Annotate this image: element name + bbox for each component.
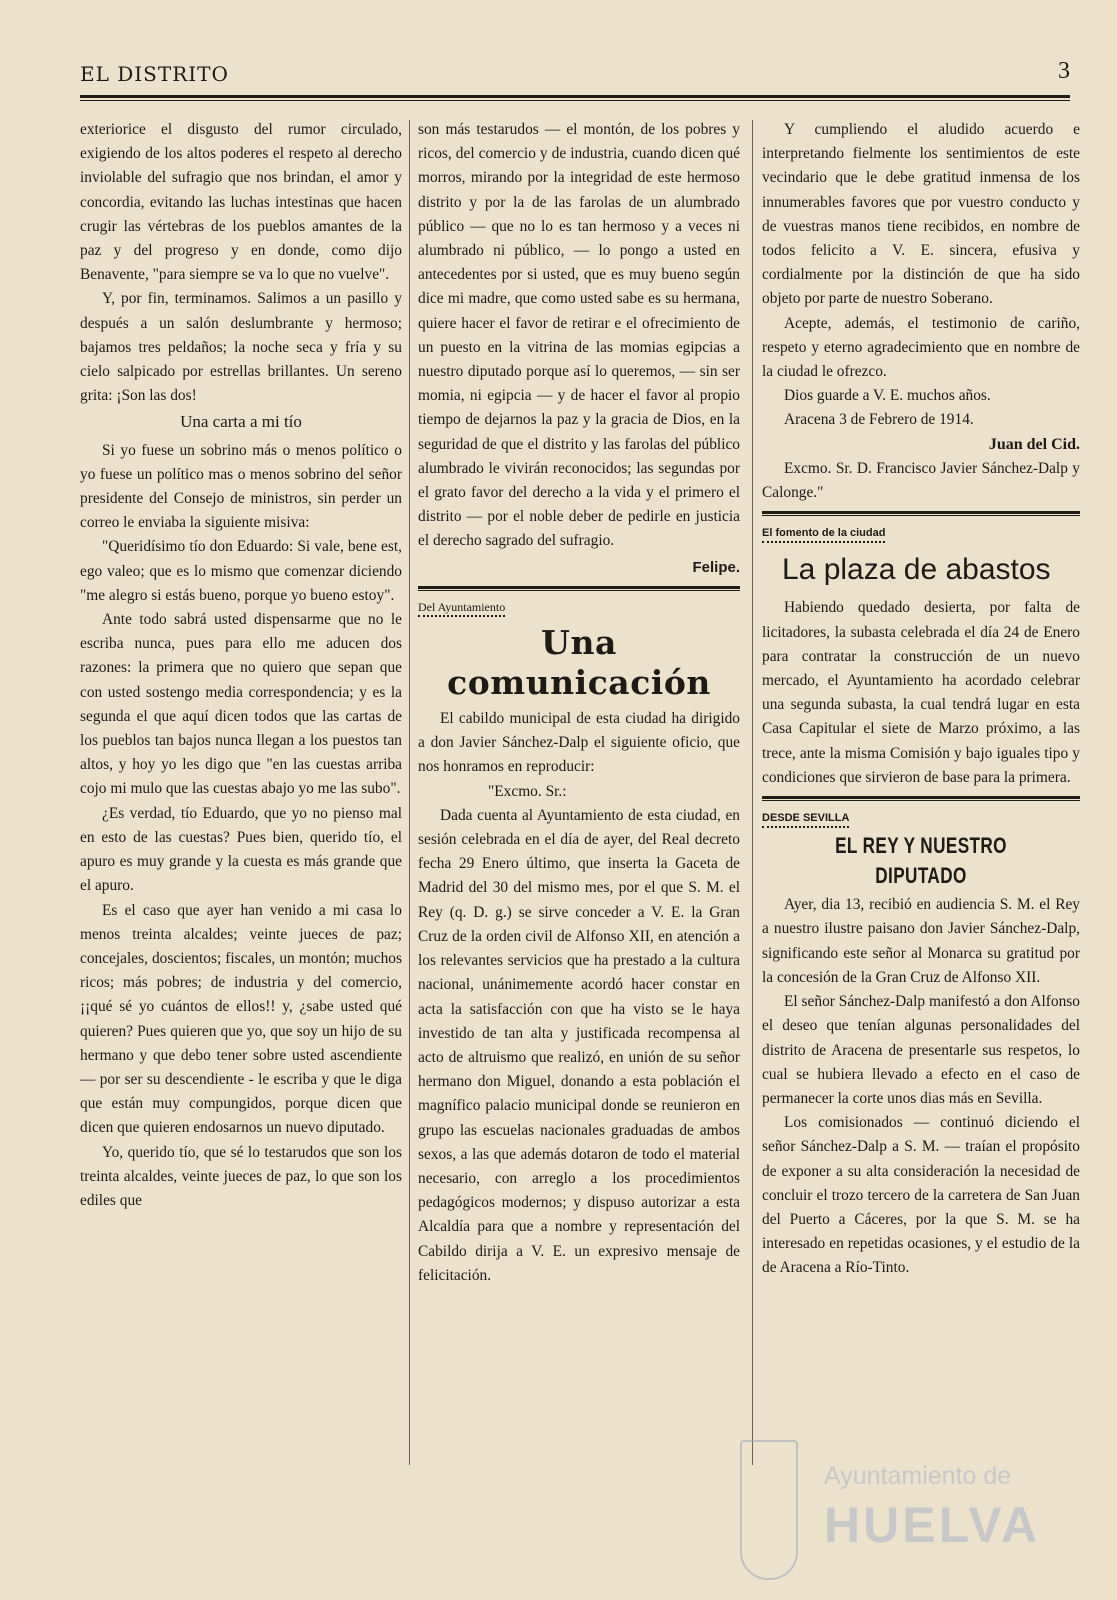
section-rule-thin <box>762 800 1080 801</box>
paragraph: Ayer, dia 13, recibió en audiencia S. M. el Rey a nuestro ilustre paisano don Javier Sánchez-Dalp, significando este señor al Monarca su gratitud por la concesión de la Gran Cruz de Alfonso XII. <box>762 896 1080 986</box>
header-rule <box>80 95 1070 98</box>
masthead: EL DISTRITO <box>80 62 229 86</box>
paragraph: Y, por fin, terminamos. Salimos a un pasillo y después a un salón deslumbrante y hermoso; bajamos tres peldaños; la noche seca y fría y su cielo salpicado por estrellas brillantes. Un sereno grita: ¡Son las dos! <box>80 290 402 405</box>
paragraph: Dios guarde a V. E. muchos años. <box>784 387 991 405</box>
paragraph: "Queridísimo tío don Eduardo: Si vale, bene est, ego valeo; que es lo mismo que comenzar diciendo "me alegro si estás bueno, porque yo bueno estoy". <box>80 538 402 604</box>
paragraph: exteriorice el disgusto del rumor circulado, exigiendo de los altos poderes el respeto al derecho inviolable del sufragio que nos brindan, el amor y concordia, evitando las luchas intestinas que hacen crugir las vértebras de los pueblos amantes de la paz y del progreso y en donde, como dijo Benavente, "para siempre se va lo que no vuelve". <box>80 121 402 284</box>
column-2 <box>418 118 740 1288</box>
paragraph: El cabildo municipal de esta ciudad ha dirigido a don Javier Sánchez-Dalp el siguiente oficio, que nos honramos en reproducir: <box>418 710 740 776</box>
paragraph: Excmo. Sr. D. Francisco Javier Sánchez-Dalp y Calonge." <box>762 459 1080 502</box>
page-number: 3 <box>1058 58 1070 84</box>
section-kicker: El fomento de la ciudad <box>762 526 885 543</box>
paragraph: Si yo fuese un sobrino más o menos político o yo fuese un político mas o menos sobrino del señor presidente del Consejo de ministros, sin perder un correo le enviaba la siguiente misiva: <box>80 441 402 532</box>
section-rule-thin <box>418 590 740 591</box>
column-divider <box>409 120 410 1465</box>
archive-watermark <box>740 1440 1080 1580</box>
section-rule-thin <box>762 515 1080 516</box>
shield-icon <box>740 1440 798 1580</box>
subheading-carta: Una carta a mi tío <box>180 412 302 432</box>
section-rule <box>762 796 1080 799</box>
paragraph: "Excmo. Sr.: <box>488 782 567 800</box>
headline-comunicacion: Una comunicación <box>447 623 711 703</box>
column-1 <box>80 118 402 1213</box>
section-rule <box>418 586 740 589</box>
page-header <box>80 58 1070 92</box>
watermark-line-1: Ayuntamiento de <box>824 1462 1012 1490</box>
paragraph: Yo, querido tío, que sé lo testarudos que son los treinta alcaldes, veinte jueces de paz, lo que son los ediles que <box>80 1143 402 1209</box>
paragraph: Los comisionados — continuó diciendo el señor Sánchez-Dalp a S. M. — traían el propósito de exponer a su alta consideración la necesidad de concluir el trozo tercero de la carretera de San Juan del Puerto a Cáceres, por la que S. M. se ha interesado en repetidas ocasiones, y el estudio de la de Aracena a Río-Tinto. <box>762 1114 1080 1277</box>
paragraph: son más testarudos — el montón, de los pobres y ricos, del comercio y de industria, cuando dicen qué morros, mirando por la integridad de este hermoso distrito y por la de las farolas de un alumbrado público — que no lo es tan hermoso y a veces ni alumbrado ni público, — lo pongo a usted en antecedentes por si usted, que es muy bueno según dice mi madre, que como usted sabe es su hermana, quiere hacer el favor de retirar e el ofrecimiento de un puesto en la vitrina de las momias egipcias a nuestro diputado porque así lo queremos, — sin ser momia, ni egipcia — y de hacer el favor al propio tiempo de dejarnos la paz y la gracia de Dios, en la seguridad de que el distrito y las farolas del público alumbrado le vivirán reconocidos; las segundas por el grato favor del derecho a la vida y el primero el distrito — por el noble deber de pedirle en justicia el derecho sagrado del sufragio. <box>418 121 740 550</box>
column-3 <box>762 118 1080 1281</box>
paragraph: Acepte, además, el testimonio de cariño, respeto y eterno agradecimiento que en nombre de la ciudad le ofrezco. <box>762 314 1080 381</box>
paragraph: Habiendo quedado desierta, por falta de licitadores, la subasta celebrada el día 24 de Enero para contratar la construcción de un nuevo mercado, el Ayuntamiento ha acordado celebrar una segunda subasta, la cual tendrá lugar en esta Casa Capitular el siete de Marzo próximo, a las trece, ante la misma Comisión y bajo iguales tipo y condiciones que sirvieron de base para la primera. <box>762 599 1080 786</box>
watermark-line-2: HUELVA <box>824 1497 1041 1553</box>
paragraph: El señor Sánchez-Dalp manifestó a don Alfonso el deseo que tenían algunas personalidades del distrito de Aracena de presentarle sus respetos, lo cual se hubiera llevado a efecto en el caso de permanecer la corte unos dias más en Sevilla. <box>762 993 1080 1107</box>
signature-felipe: Felipe. <box>692 558 740 576</box>
paragraph: Dada cuenta al Ayuntamiento de esta ciudad, en sesión celebrada en el día de ayer, del Real decreto fecha 29 Enero último, que inserta la Gaceta de Madrid del 30 del mismo mes, por el que S. M. el Rey (q. D. g.) se sirve conceder a V. E. la Gran Cruz de la orden civil de Alfonso XII, en atención a los relevantes servicios que ha prestado a la cultura nacional, unánimemente acordó hacer constar en acta la satisfacción con que ha visto se le haya investido de tan alta y justificada recompensa al acto de altruismo que realizó, en unión de su señor hermano don Miguel, donando a esta población el magnífico palacio municipal donde se reunieron en grupo las escuelas nacionales graduadas de ambos sexos, a las que además dotaron de todo el material necesario, con arreglo a los procedimientos pedagógicos modernos; y dispuso autorizar a esta Alcaldía para que a nombre y representación del Cabildo dirija a V. E. un expresivo mensaje de felicitación. <box>418 806 740 1284</box>
paragraph: Es el caso que ayer han venido a mi casa lo menos treinta alcaldes; veinte jueces de paz; concejales, doscientos; fiscales, un montón; muchos ricos; más pobres; de industria y del comercio, ¡¡qué sé yo cuántos de ellos!! y, ¿sabe usted qué quieren? Pues quieren que yo, que soy un hijo de su hermano y que debo tener sobre usted ascendiente — por ser su descendiente - le escriba y que le diga que están muy compungidos, porque dicen que dicen que quieren endosarnos un nuevo diputado. <box>80 901 402 1137</box>
section-rule <box>762 511 1080 514</box>
paragraph: Ante todo sabrá usted dispensarme que no le escriba nunca, pues para ello me aducen dos razones: la primera que no quiero que sepan que con usted sostengo media correspondencia; y es la segunda el que aquí dicen todos que las cartas de los pueblos tan bajos nunca llegan a los puestos tan altos, y hoy yo les digo que "en las cuestas arriba cojo mi mulo que las cuestas abajo yo me las subo". <box>80 611 402 798</box>
paragraph: Y cumpliendo el aludido acuerdo e interpretando fielmente los sentimientos de este vecindario que le debe gratitud inmensa de los innumerables favores que por vuestro conducto y de vuestras manos tiene recibidos, en nombre de todos felicito a V. E. sincera, efusiva y cordialmente por la distinción de que ha sido objeto por parte de nuestro Soberano. <box>762 121 1080 308</box>
header-rule-thin <box>80 100 1070 101</box>
column-divider <box>752 120 753 1465</box>
section-kicker: Del Ayuntamiento <box>418 600 505 617</box>
paragraph: Aracena 3 de Febrero de 1914. <box>784 411 974 429</box>
paragraph: ¿Es verdad, tío Eduardo, que yo no pienso mal en esto de las cuestas? Pues bien, querido tío, el apuro es muy grande y la cuesta es más grande que el apuro. <box>80 804 402 895</box>
signature-juan: Juan del Cid. <box>988 435 1080 453</box>
headline-plaza: La plaza de abastos <box>782 553 1051 587</box>
headline-rey: EL REY Y NUESTRO DIPUTADO <box>835 833 1007 889</box>
section-kicker: DESDE SEVILLA <box>762 811 849 828</box>
